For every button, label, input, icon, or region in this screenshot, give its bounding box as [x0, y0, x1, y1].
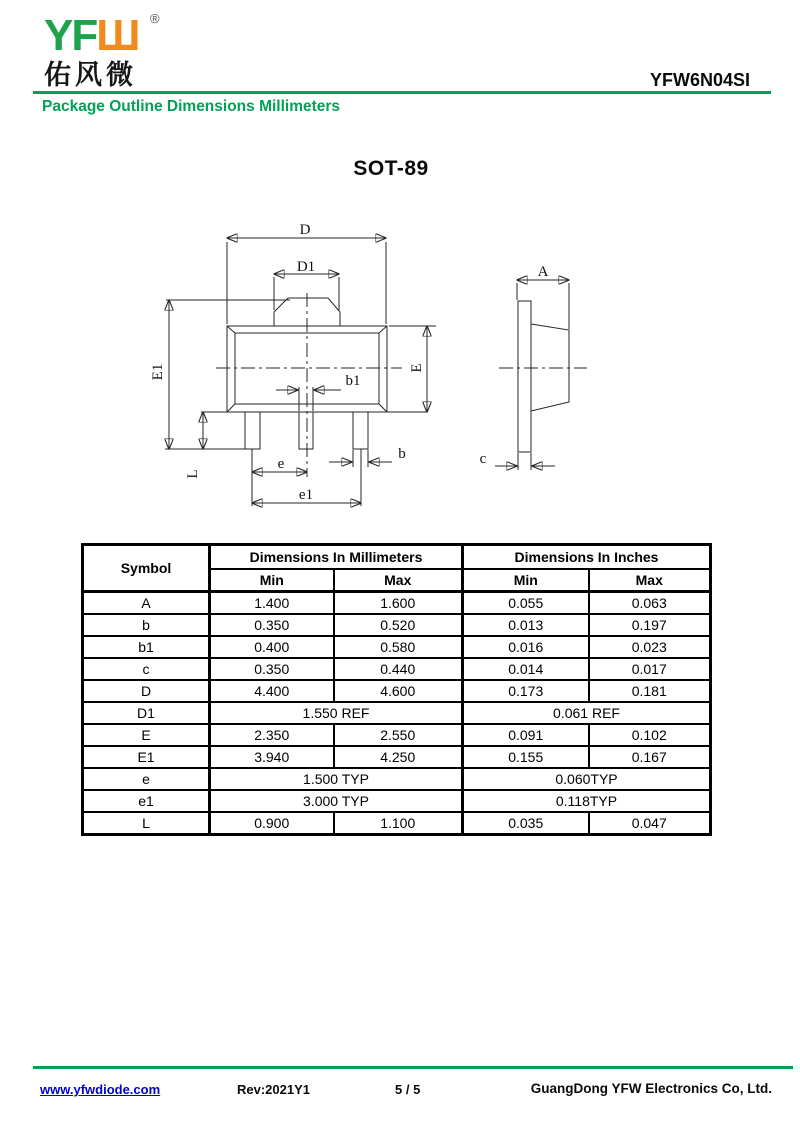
part-number: YFW6N04SI	[649, 70, 750, 90]
dim-label-b: b	[398, 446, 406, 462]
dim-label-E: E	[409, 363, 425, 373]
dim-label-b1: b1	[345, 373, 361, 389]
side-tab-outline	[518, 301, 531, 452]
lead-right	[353, 412, 368, 449]
in-min-cell: 0.016	[463, 636, 589, 658]
lead-left	[245, 412, 260, 449]
dim-label-E1: E1	[150, 363, 166, 381]
mm-min-cell: 0.350	[210, 658, 334, 680]
page-number: 5 / 5	[395, 1082, 421, 1097]
company-logo	[44, 11, 160, 90]
registered-trademark-icon: ®	[150, 11, 160, 26]
table-row	[83, 636, 711, 658]
dim-label-L: L	[185, 469, 201, 479]
dim-label-e1: e1	[298, 487, 314, 503]
column-header-in-max: Max	[589, 569, 711, 592]
table-row	[83, 592, 711, 615]
mm-min-cell: 0.350	[210, 614, 334, 636]
symbol-cell: A	[83, 592, 210, 615]
company-name: GuangDong YFW Electronics Co, Ltd.	[530, 1081, 772, 1096]
website-link[interactable]: www.yfwdiode.com	[40, 1082, 161, 1097]
table-row	[83, 724, 711, 746]
table-row	[83, 658, 711, 680]
table-header-row	[83, 545, 711, 570]
column-group-inches: Dimensions In Inches	[463, 545, 711, 570]
in-max-cell: 0.063	[589, 592, 711, 615]
table-row	[83, 702, 711, 724]
symbol-cell: E1	[83, 746, 210, 768]
dim-label-c: c	[479, 451, 487, 467]
in-min-cell: 0.014	[463, 658, 589, 680]
in-span-cell: 0.060TYP	[463, 768, 711, 790]
mm-span-cell: 3.000 TYP	[210, 790, 463, 812]
in-max-cell: 0.023	[589, 636, 711, 658]
dimensions-table	[81, 543, 712, 836]
lead-center	[299, 412, 313, 449]
in-min-cell: 0.155	[463, 746, 589, 768]
in-min-cell: 0.013	[463, 614, 589, 636]
mm-max-cell: 0.520	[334, 614, 463, 636]
in-min-cell: 0.035	[463, 812, 589, 835]
package-title: SOT-89	[353, 157, 429, 180]
in-max-cell: 0.047	[589, 812, 711, 835]
footer-rule	[33, 1066, 793, 1069]
column-header-in-min: Min	[463, 569, 589, 592]
in-min-cell: 0.173	[463, 680, 589, 702]
table-row	[83, 680, 711, 702]
logo-text-w: Ш	[96, 11, 141, 60]
in-min-cell: 0.091	[463, 724, 589, 746]
column-group-millimeters: Dimensions In Millimeters	[210, 545, 463, 570]
symbol-cell: D1	[83, 702, 210, 724]
in-span-cell: 0.118TYP	[463, 790, 711, 812]
mm-max-cell: 1.100	[334, 812, 463, 835]
in-max-cell: 0.181	[589, 680, 711, 702]
in-min-cell: 0.055	[463, 592, 589, 615]
in-span-cell: 0.061 REF	[463, 702, 711, 724]
column-header-mm-min: Min	[210, 569, 334, 592]
dim-label-D1: D1	[296, 259, 316, 275]
section-title: Package Outline Dimensions Millimeters	[42, 98, 341, 115]
mm-span-cell: 1.500 TYP	[210, 768, 463, 790]
dim-label-D: D	[299, 222, 311, 238]
logo-chinese-name: 佑风微	[44, 60, 137, 90]
mm-min-cell: 1.400	[210, 592, 334, 615]
revision-label: Rev:2021Y1	[237, 1082, 310, 1097]
package-outline-drawing	[0, 200, 800, 530]
logo-text-yf: YF	[44, 11, 97, 60]
dimension-labels	[150, 222, 549, 503]
mm-max-cell: 4.600	[334, 680, 463, 702]
symbol-cell: L	[83, 812, 210, 835]
mm-max-cell: 0.440	[334, 658, 463, 680]
in-max-cell: 0.167	[589, 746, 711, 768]
table-row	[83, 614, 711, 636]
in-max-cell: 0.197	[589, 614, 711, 636]
column-header-symbol: Symbol	[83, 545, 210, 592]
symbol-cell: e	[83, 768, 210, 790]
table-row	[83, 746, 711, 768]
dim-label-A: A	[537, 264, 549, 280]
mm-max-cell: 1.600	[334, 592, 463, 615]
symbol-cell: D	[83, 680, 210, 702]
dim-label-e: e	[277, 456, 285, 472]
symbol-cell: b1	[83, 636, 210, 658]
mm-min-cell: 4.400	[210, 680, 334, 702]
dimensions-table-body	[83, 592, 711, 835]
dimension-lines	[165, 238, 569, 506]
symbol-cell: c	[83, 658, 210, 680]
symbol-cell: E	[83, 724, 210, 746]
mm-min-cell: 3.940	[210, 746, 334, 768]
column-header-mm-max: Max	[334, 569, 463, 592]
mm-max-cell: 2.550	[334, 724, 463, 746]
mm-max-cell: 0.580	[334, 636, 463, 658]
symbol-cell: b	[83, 614, 210, 636]
mm-span-cell: 1.550 REF	[210, 702, 463, 724]
in-max-cell: 0.102	[589, 724, 711, 746]
table-row	[83, 812, 711, 835]
symbol-cell: e1	[83, 790, 210, 812]
in-max-cell: 0.017	[589, 658, 711, 680]
header-rule	[33, 91, 771, 94]
mm-min-cell: 2.350	[210, 724, 334, 746]
mm-min-cell: 0.900	[210, 812, 334, 835]
table-row	[83, 790, 711, 812]
side-view	[499, 301, 587, 452]
table-row	[83, 768, 711, 790]
mm-min-cell: 0.400	[210, 636, 334, 658]
mm-max-cell: 4.250	[334, 746, 463, 768]
